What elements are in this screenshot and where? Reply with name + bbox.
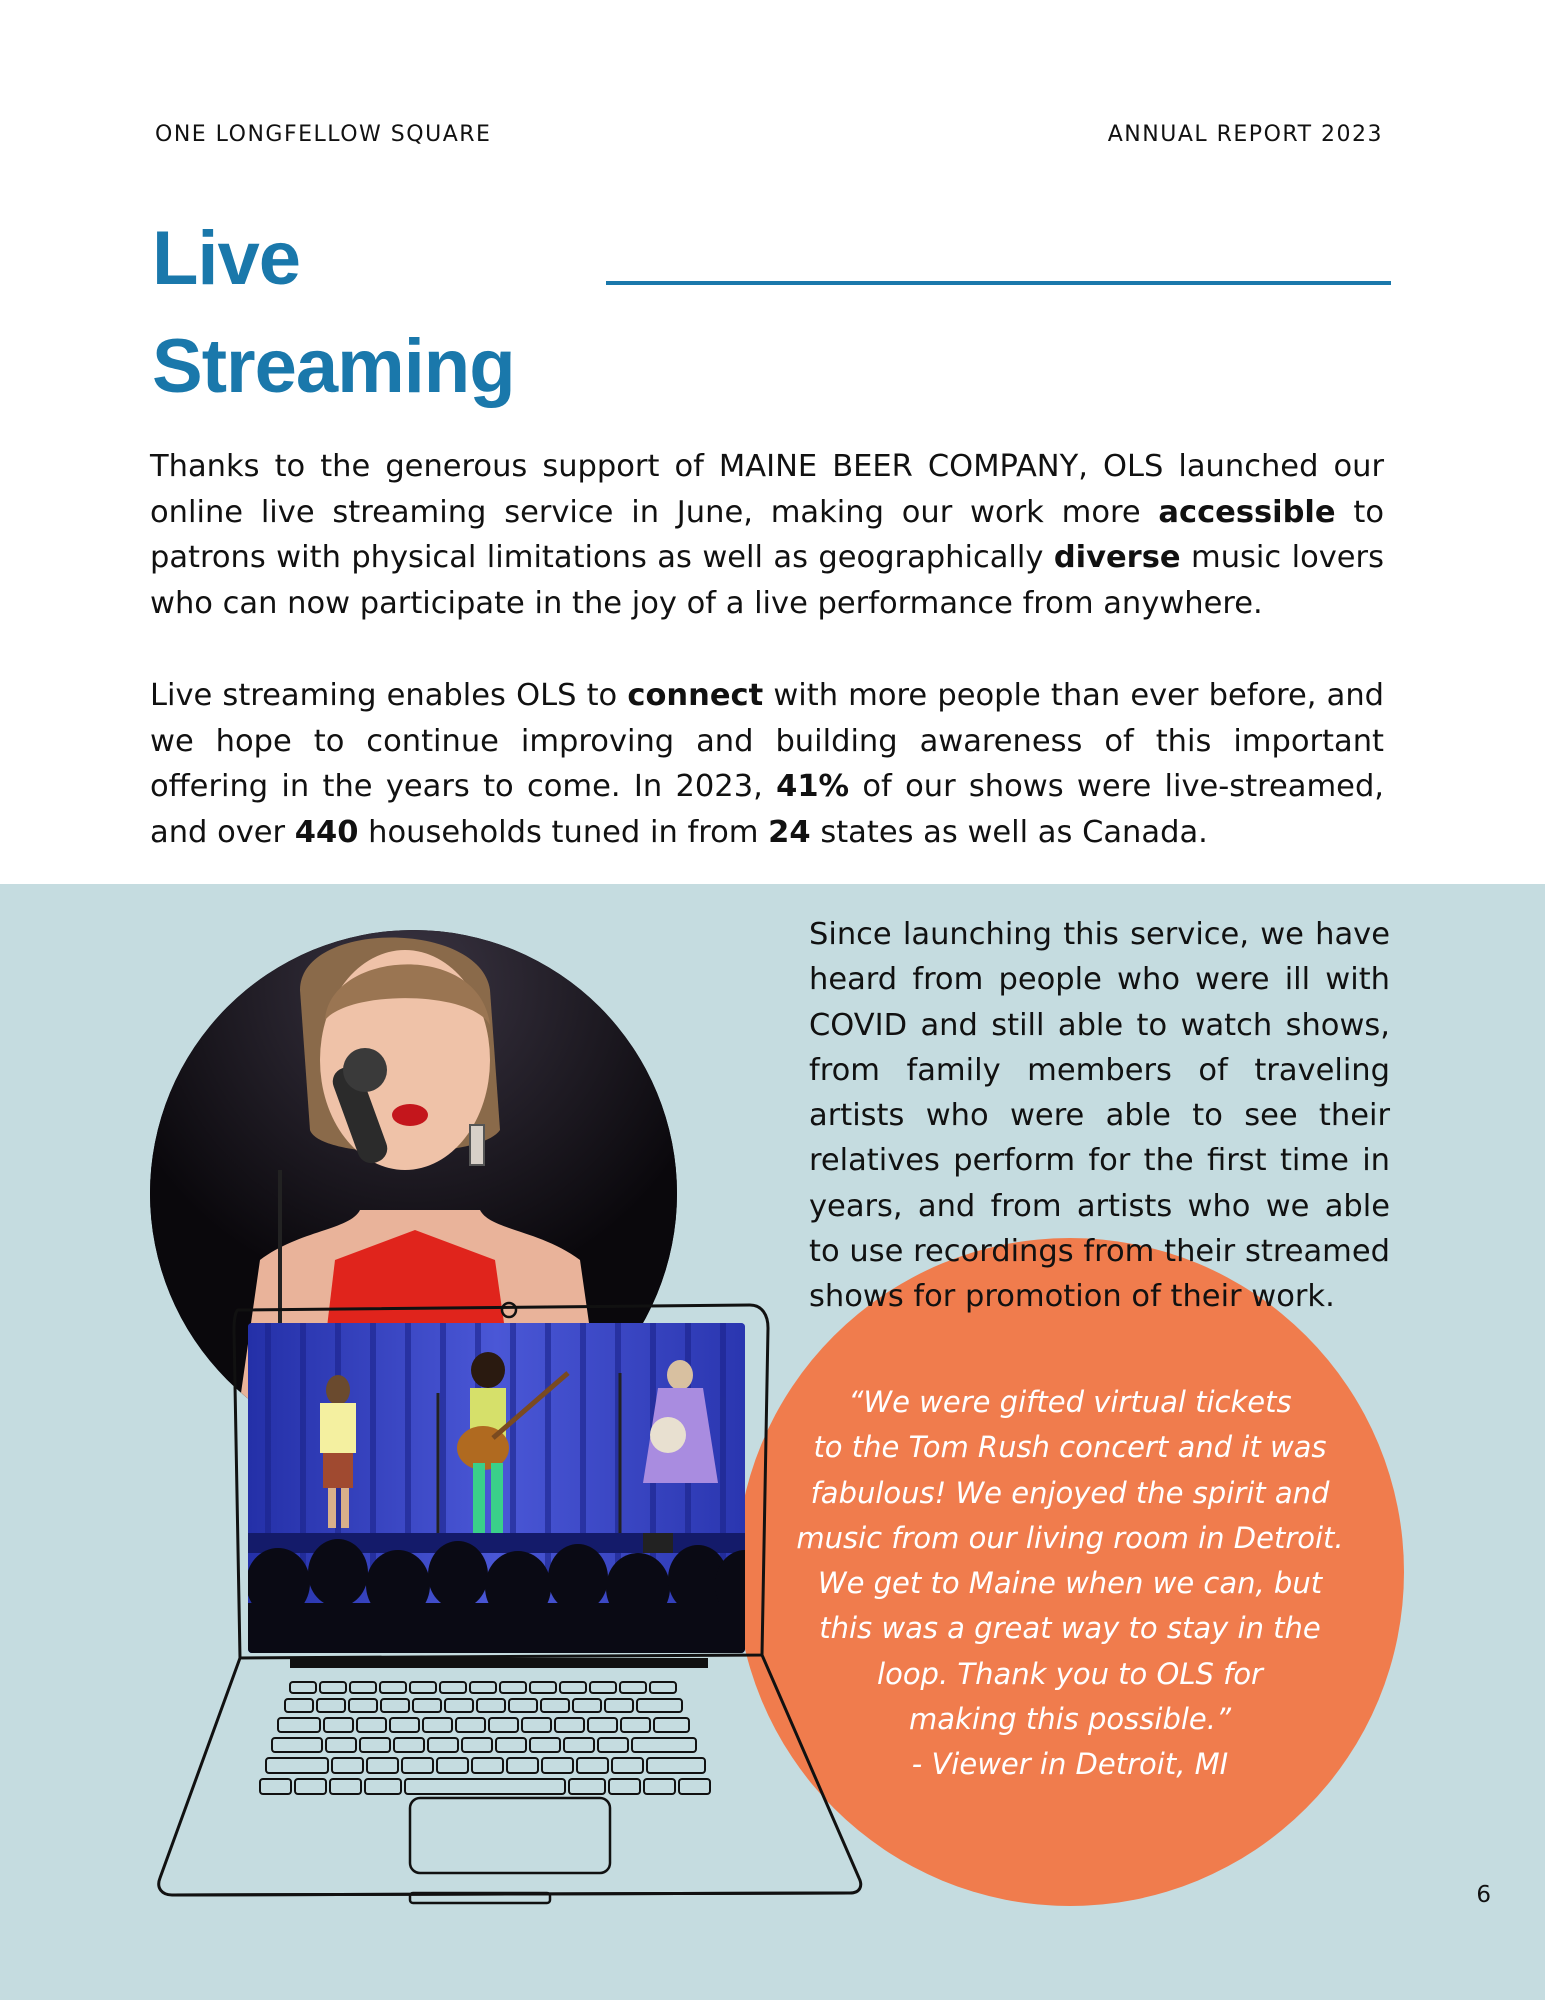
quote-line: this was a great way to stay in the [819, 1611, 1321, 1646]
quote-line: to the Tom Rush concert and it was [813, 1430, 1327, 1465]
impact-paragraph: Since launching this service, we have heard from people who were ill with COVID and still able to watch shows, from family members of traveling artists who were able to see their relatives perform for the first time in years, and from artists who we able to use recordings from their streamed shows for promotion of their work. [809, 917, 1390, 1315]
page-title-line-2: Streaming [152, 324, 515, 409]
emphasis-accessible: accessible [1158, 494, 1336, 530]
emphasis-diverse: diverse [1053, 540, 1181, 575]
header-org-name: ONE LONGFELLOW SQUARE [155, 122, 492, 147]
header-report-title: ANNUAL REPORT 2023 [1107, 122, 1383, 147]
title-divider [606, 281, 1391, 285]
page-title [152, 205, 515, 421]
stat-percent-streamed: 41% [776, 769, 850, 804]
stat-states: 24 [768, 814, 811, 850]
laptop-screen-concert-photo [248, 1323, 745, 1653]
concert-photo-illustration [248, 1323, 745, 1653]
quote-line: fabulous! We enjoyed the spirit and [810, 1475, 1330, 1510]
quote-line: music from our living room in Detroit. [796, 1520, 1344, 1555]
quote-line: “We were gifted virtual tickets [848, 1385, 1292, 1419]
quote-line: loop. Thank you to OLS for [877, 1656, 1263, 1691]
stat-households: 440 [294, 814, 359, 850]
emphasis-connect: connect [627, 678, 764, 713]
quote-line: making this possible.” [909, 1702, 1231, 1737]
stats-paragraph: Live streaming enables OLS to connect with more people than ever before, and we hope to continue improving and building awareness of this important offering in the years to come. In 2023, 41% of our shows were live-streamed, and over 440 households tuned in from 24 states as well as Canada. [150, 678, 1385, 850]
page-number: 6 [1476, 1882, 1491, 1908]
quote-attribution: - Viewer in Detroit, MI [911, 1747, 1229, 1782]
viewer-testimonial [770, 1380, 1370, 1788]
page-title-line-1: Live [152, 216, 301, 301]
quote-line: We get to Maine when we can, but [817, 1566, 1323, 1601]
intro-paragraph: Thanks to the generous support of MAINE BEER COMPANY, OLS launched our online live streaming service in June, making our work more accessible to patrons with physical limitations as well as geographically diverse music lovers who can now participate in the joy of a live performance from anywhere. [150, 449, 1384, 621]
